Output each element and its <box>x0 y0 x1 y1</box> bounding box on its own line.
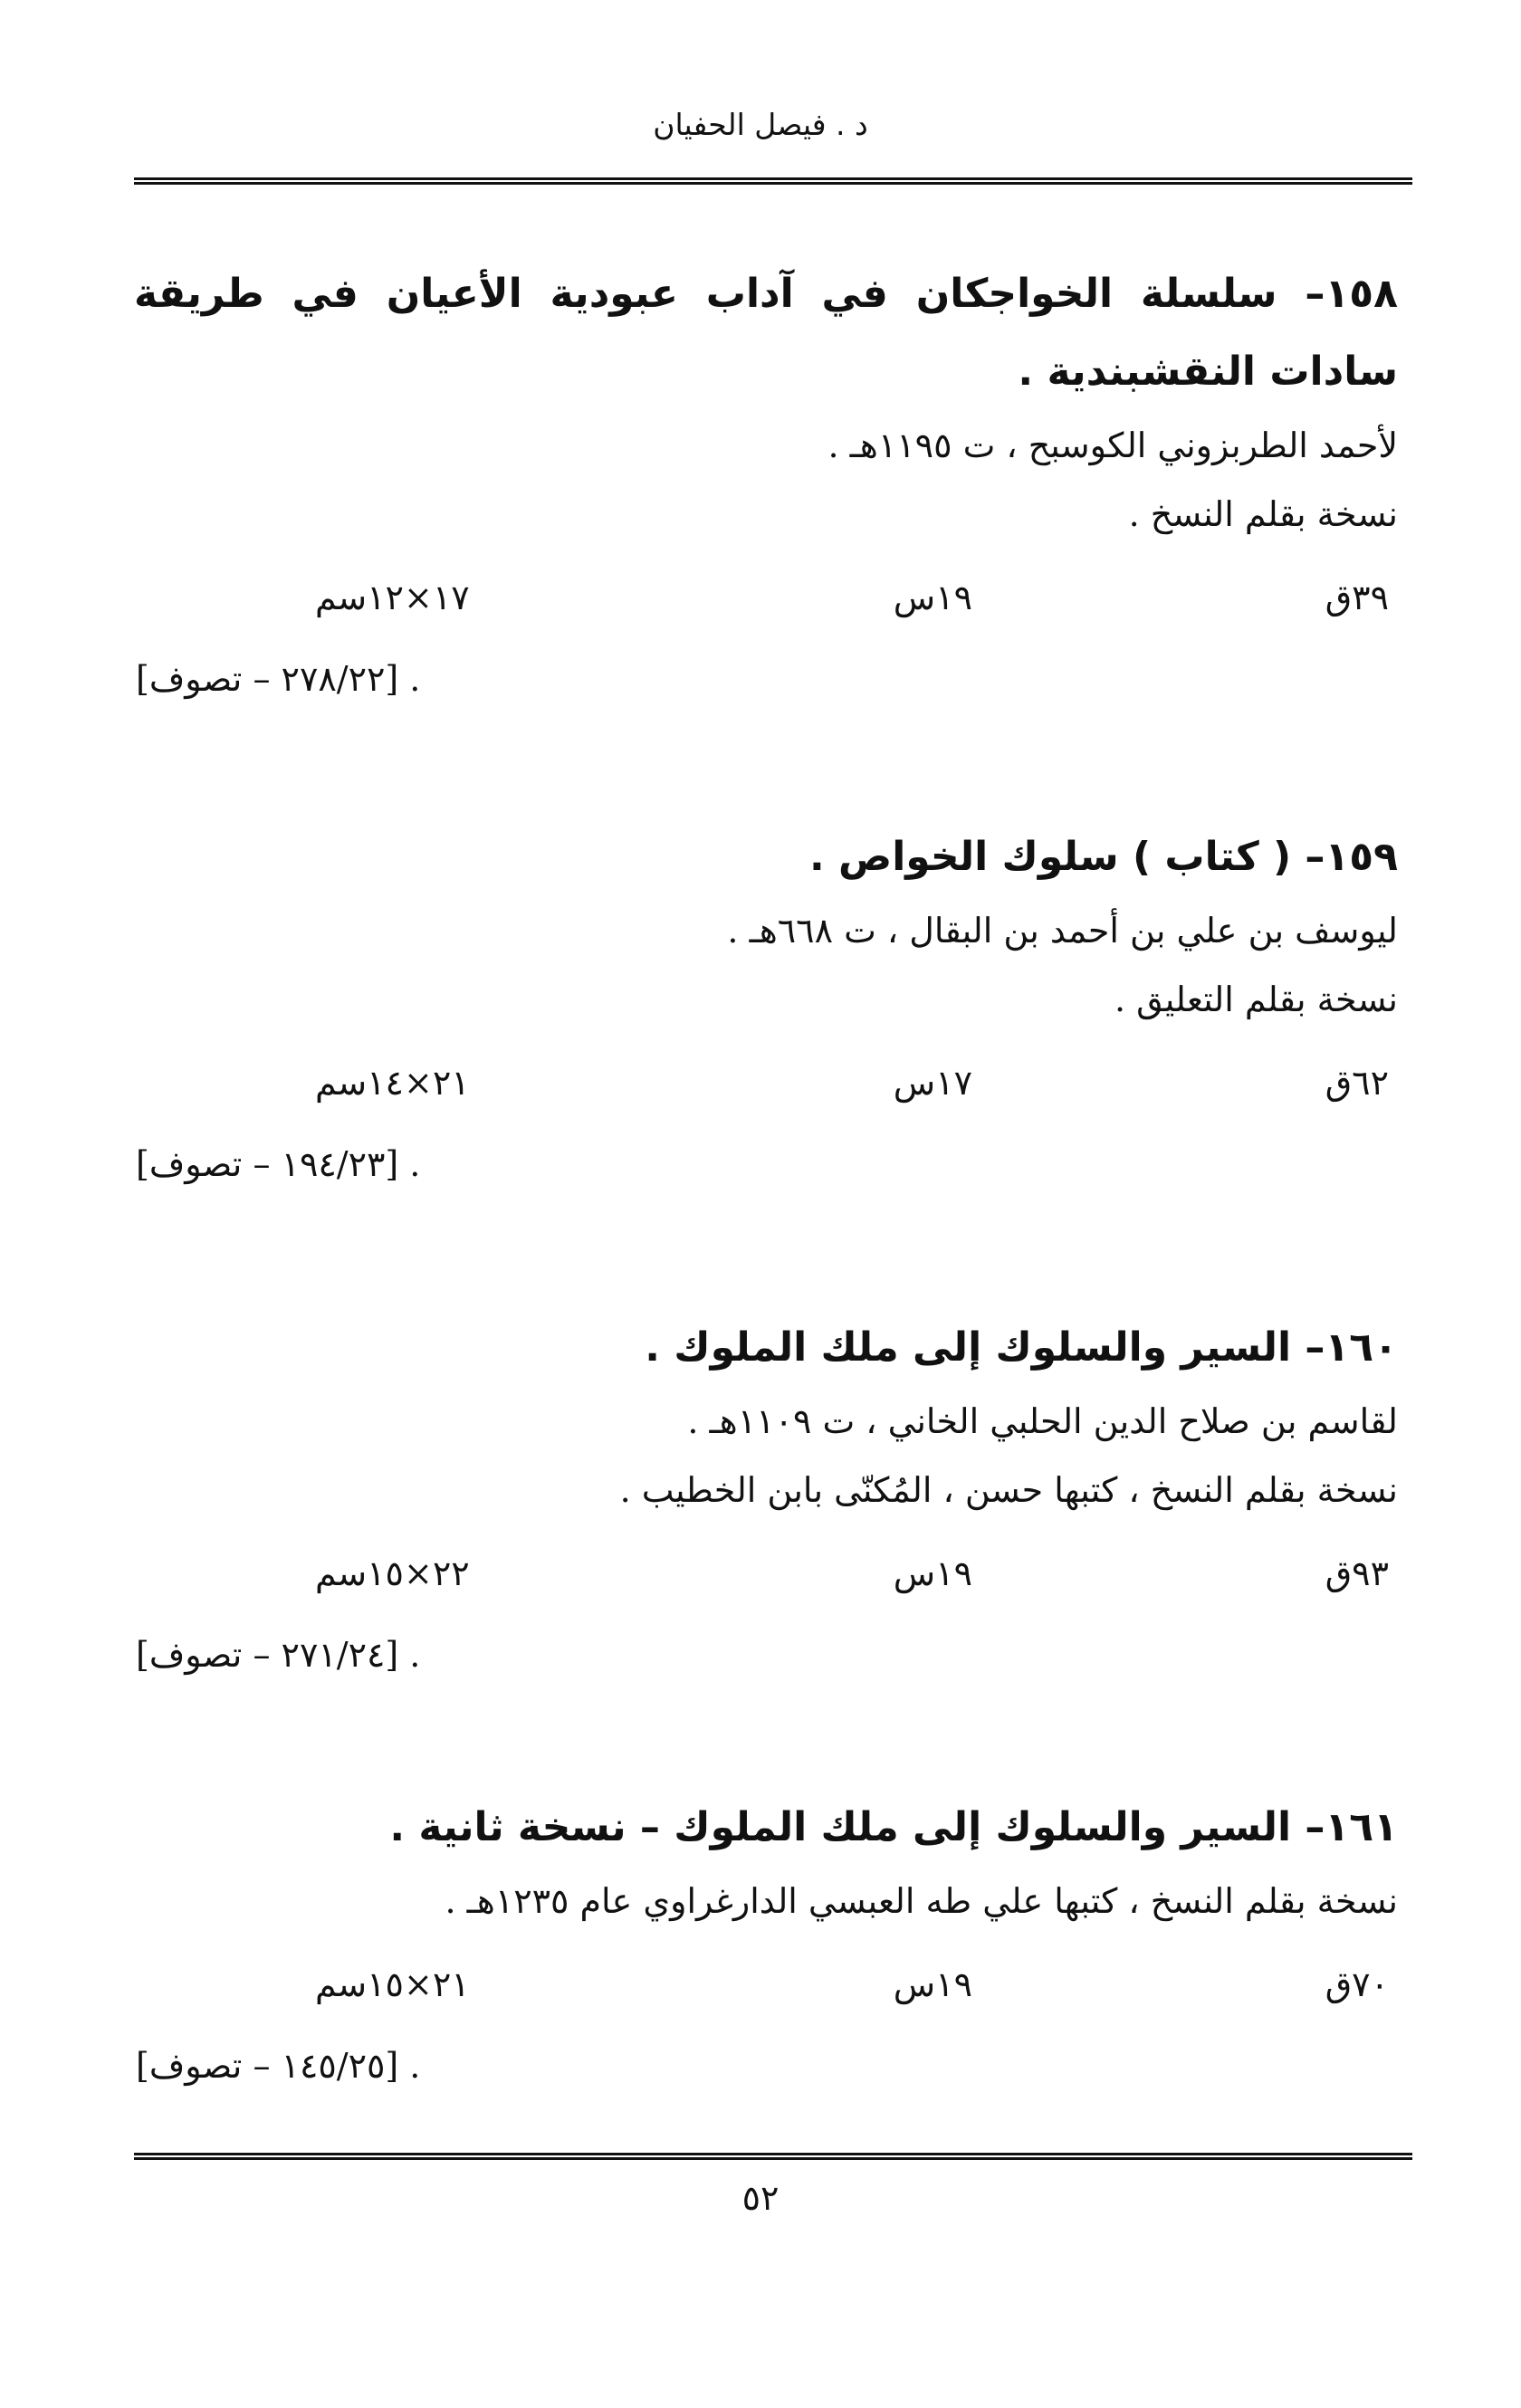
page-dimensions: ٢١×١٥سم <box>315 1964 470 2004</box>
entry-copy-description: نسخة بقلم النسخ ، كتبها علي طه العبسي الدارغراوي عام ١٢٣٥هـ . <box>445 1881 1398 1921</box>
catalog-entry-161 <box>134 1789 1398 2088</box>
entry-title: ١٥٨– سلسلة الخواجكان في آداب عبودية الأعيان في طريقة سادات النقشبندية . <box>134 271 1398 395</box>
entry-copy-description: نسخة بقلم التعليق . <box>1114 979 1398 1019</box>
shelfmark: [٢٧١/٢٤ – تصوف] . <box>136 1635 421 1675</box>
lines-per-page: ١٧س <box>893 1063 972 1103</box>
entry-title: ١٥٩– ( كتاب ) سلوك الخواص . <box>808 834 1398 880</box>
entry-physical-description <box>134 578 1398 625</box>
entry-author: لقاسم بن صلاح الدين الحلبي الخاني ، ت ١١٠٩هـ . <box>687 1401 1398 1441</box>
page-number: ٥٢ <box>741 2178 780 2218</box>
entry-copy-description: نسخة بقلم النسخ . <box>1128 494 1398 534</box>
entry-title: ١٦١– السير والسلوك إلى ملك الملوك – نسخة ثانية . <box>389 1804 1398 1850</box>
entry-copy-description: نسخة بقلم النسخ ، كتبها حسن ، المُكنّى بابن الخطيب . <box>619 1470 1398 1510</box>
lines-per-page: ١٩س <box>893 578 972 617</box>
folio-count: ٧٠ق <box>1325 1964 1389 2004</box>
entry-physical-description <box>134 1964 1398 2011</box>
catalog-entry-158 <box>134 255 1398 701</box>
entry-physical-description <box>134 1553 1398 1601</box>
shelfmark: [١٩٤/٢٣ – تصوف] . <box>136 1144 421 1184</box>
entry-author: لأحمد الطربزوني الكوسبح ، ت ١١٩٥هـ . <box>827 425 1398 465</box>
entry-author: ليوسف بن علي بن أحمد بن البقال ، ت ٦٦٨هـ . <box>727 911 1398 951</box>
header-double-rule <box>134 177 1412 185</box>
shelfmark: [٢٧٨/٢٢ – تصوف] . <box>136 659 421 699</box>
page-dimensions: ٢١×١٤سم <box>315 1063 470 1103</box>
footer-double-rule <box>134 2153 1412 2160</box>
lines-per-page: ١٩س <box>893 1964 972 2004</box>
folio-count: ٩٣ق <box>1325 1553 1389 1593</box>
folio-count: ٦٢ق <box>1325 1063 1389 1103</box>
page-dimensions: ١٧×١٢سم <box>315 578 470 617</box>
catalog-entry-160 <box>134 1309 1398 1677</box>
catalog-entry-159 <box>134 818 1398 1186</box>
shelfmark: [١٤٥/٢٥ – تصوف] . <box>136 2046 421 2086</box>
folio-count: ٣٩ق <box>1325 578 1389 617</box>
running-head: د . فيصل الحفيان <box>653 107 868 142</box>
lines-per-page: ١٩س <box>893 1553 972 1593</box>
entry-physical-description <box>134 1063 1398 1110</box>
page-dimensions: ٢٢×١٥سم <box>315 1553 470 1593</box>
entry-title: ١٦٠– السير والسلوك إلى ملك الملوك . <box>645 1324 1398 1371</box>
